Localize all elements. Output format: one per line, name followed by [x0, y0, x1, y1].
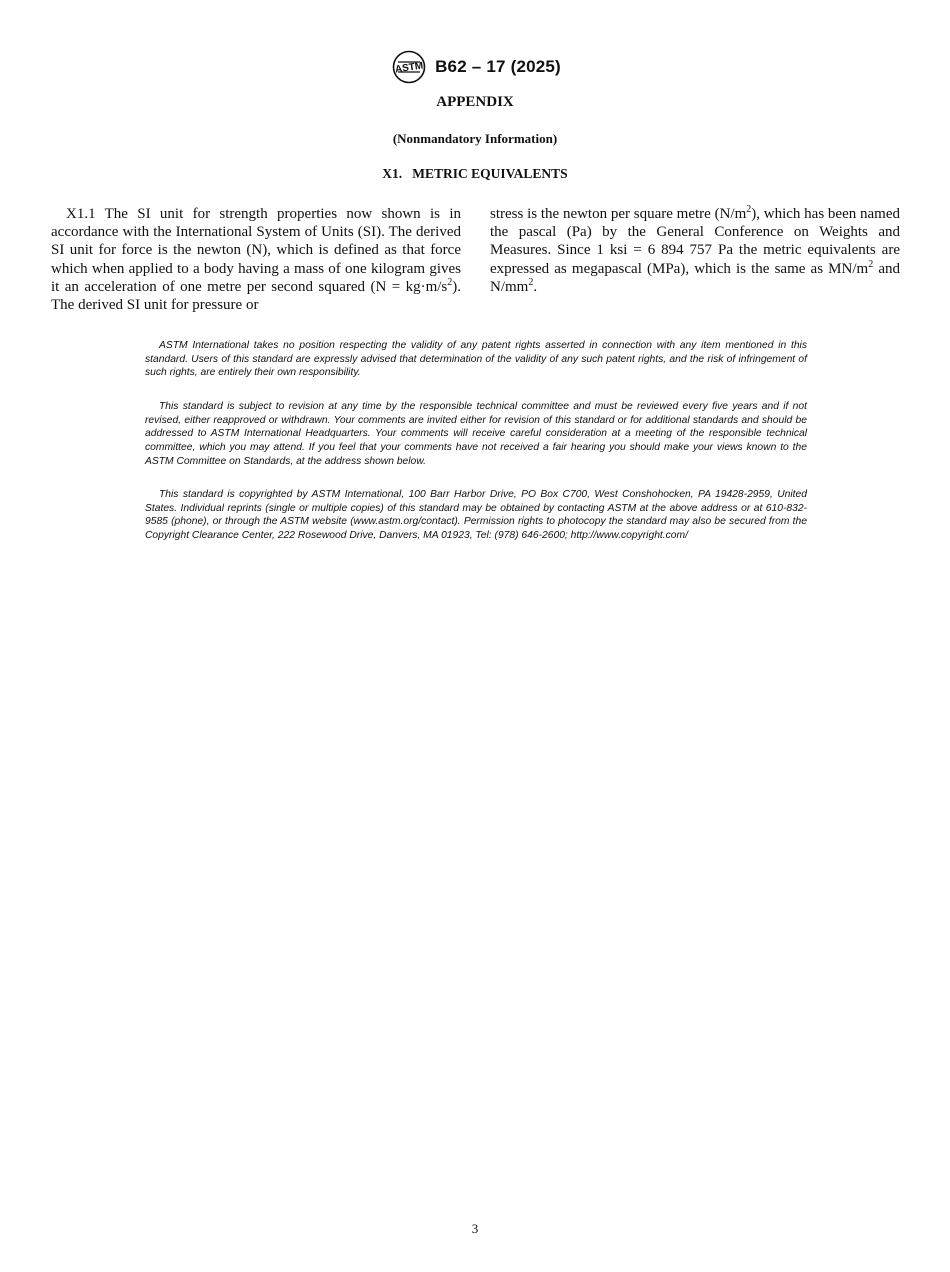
left-column	[51, 205, 461, 314]
right-column	[490, 205, 900, 314]
astm-logo-icon	[389, 50, 429, 84]
paragraph-x1-1-continued: stress is the newton per square metre $(N/m^2)$, which has been named the pascal (Pa) by the General Conference on Weights and Measures. Since 1 ksi = 6 894 757 Pa the metric equivalents are expressed as megapascal (MPa), which is the same as $MN/m^2$ and $N/mm^2$.	[490, 204, 900, 295]
logo-text: ASTM	[394, 60, 425, 76]
revision-notice: This standard is subject to revision at any time by the responsible technical committee and must be reviewed every five years and if not revised, either reapproved or withdrawn. Your comments are invited either for revision of this standard or for additional standards and should be addressed to ASTM International Headquarters. Your comments will receive careful consideration at a meeting of the responsible technical committee, which you may attend. If you feel that your comments have not received a fair hearing you should make your views known to the ASTM Committee on Standards, at the address shown below.	[145, 401, 807, 467]
body-columns	[51, 205, 900, 314]
page-header	[0, 50, 950, 84]
patent-notice: ASTM International takes no position respecting the validity of any patent rights asserted in connection with any item mentioned in this standard. Users of this standard are expressly advised that determination of the validity of any such patent rights, and the risk of infringement of such rights, are entirely their own responsibility.	[145, 340, 807, 379]
paragraph-x1-1: X1.1 The SI unit for strength properties now shown is in accordance with the International System of Units (SI). The derived SI unit for force is the newton (N), which is defined as that force which when applied to a body having a mass of one kilogram gives it an acceleration of one metre per second squared $(N = kg\cdot m/s^2)$. The derived SI unit for pressure or	[51, 206, 461, 314]
nonmandatory-label: (Nonmandatory Information)	[392, 131, 558, 146]
standard-designation: B62 – 17 (2025)	[435, 57, 561, 76]
section-title: X1. METRIC EQUIVALENTS	[382, 166, 568, 181]
appendix-title: APPENDIX	[436, 94, 514, 110]
page-number: 3	[471, 1221, 479, 1236]
copyright-notice: This standard is copyrighted by ASTM International, 100 Barr Harbor Drive, PO Box C700, West Conshohocken, PA 19428-2959, United States. Individual reprints (single or multiple copies) of this standard may be obtained by contacting ASTM at the above address or at 610-832-9585 (phone), or through the ASTM website (www.astm.org/contact). Permission rights to photocopy the standard may also be secured from the Copyright Clearance Center, 222 Rosewood Drive, Danvers, MA 01923, Tel: (978) 646-2600; http://www.copyright.com/	[145, 489, 807, 542]
